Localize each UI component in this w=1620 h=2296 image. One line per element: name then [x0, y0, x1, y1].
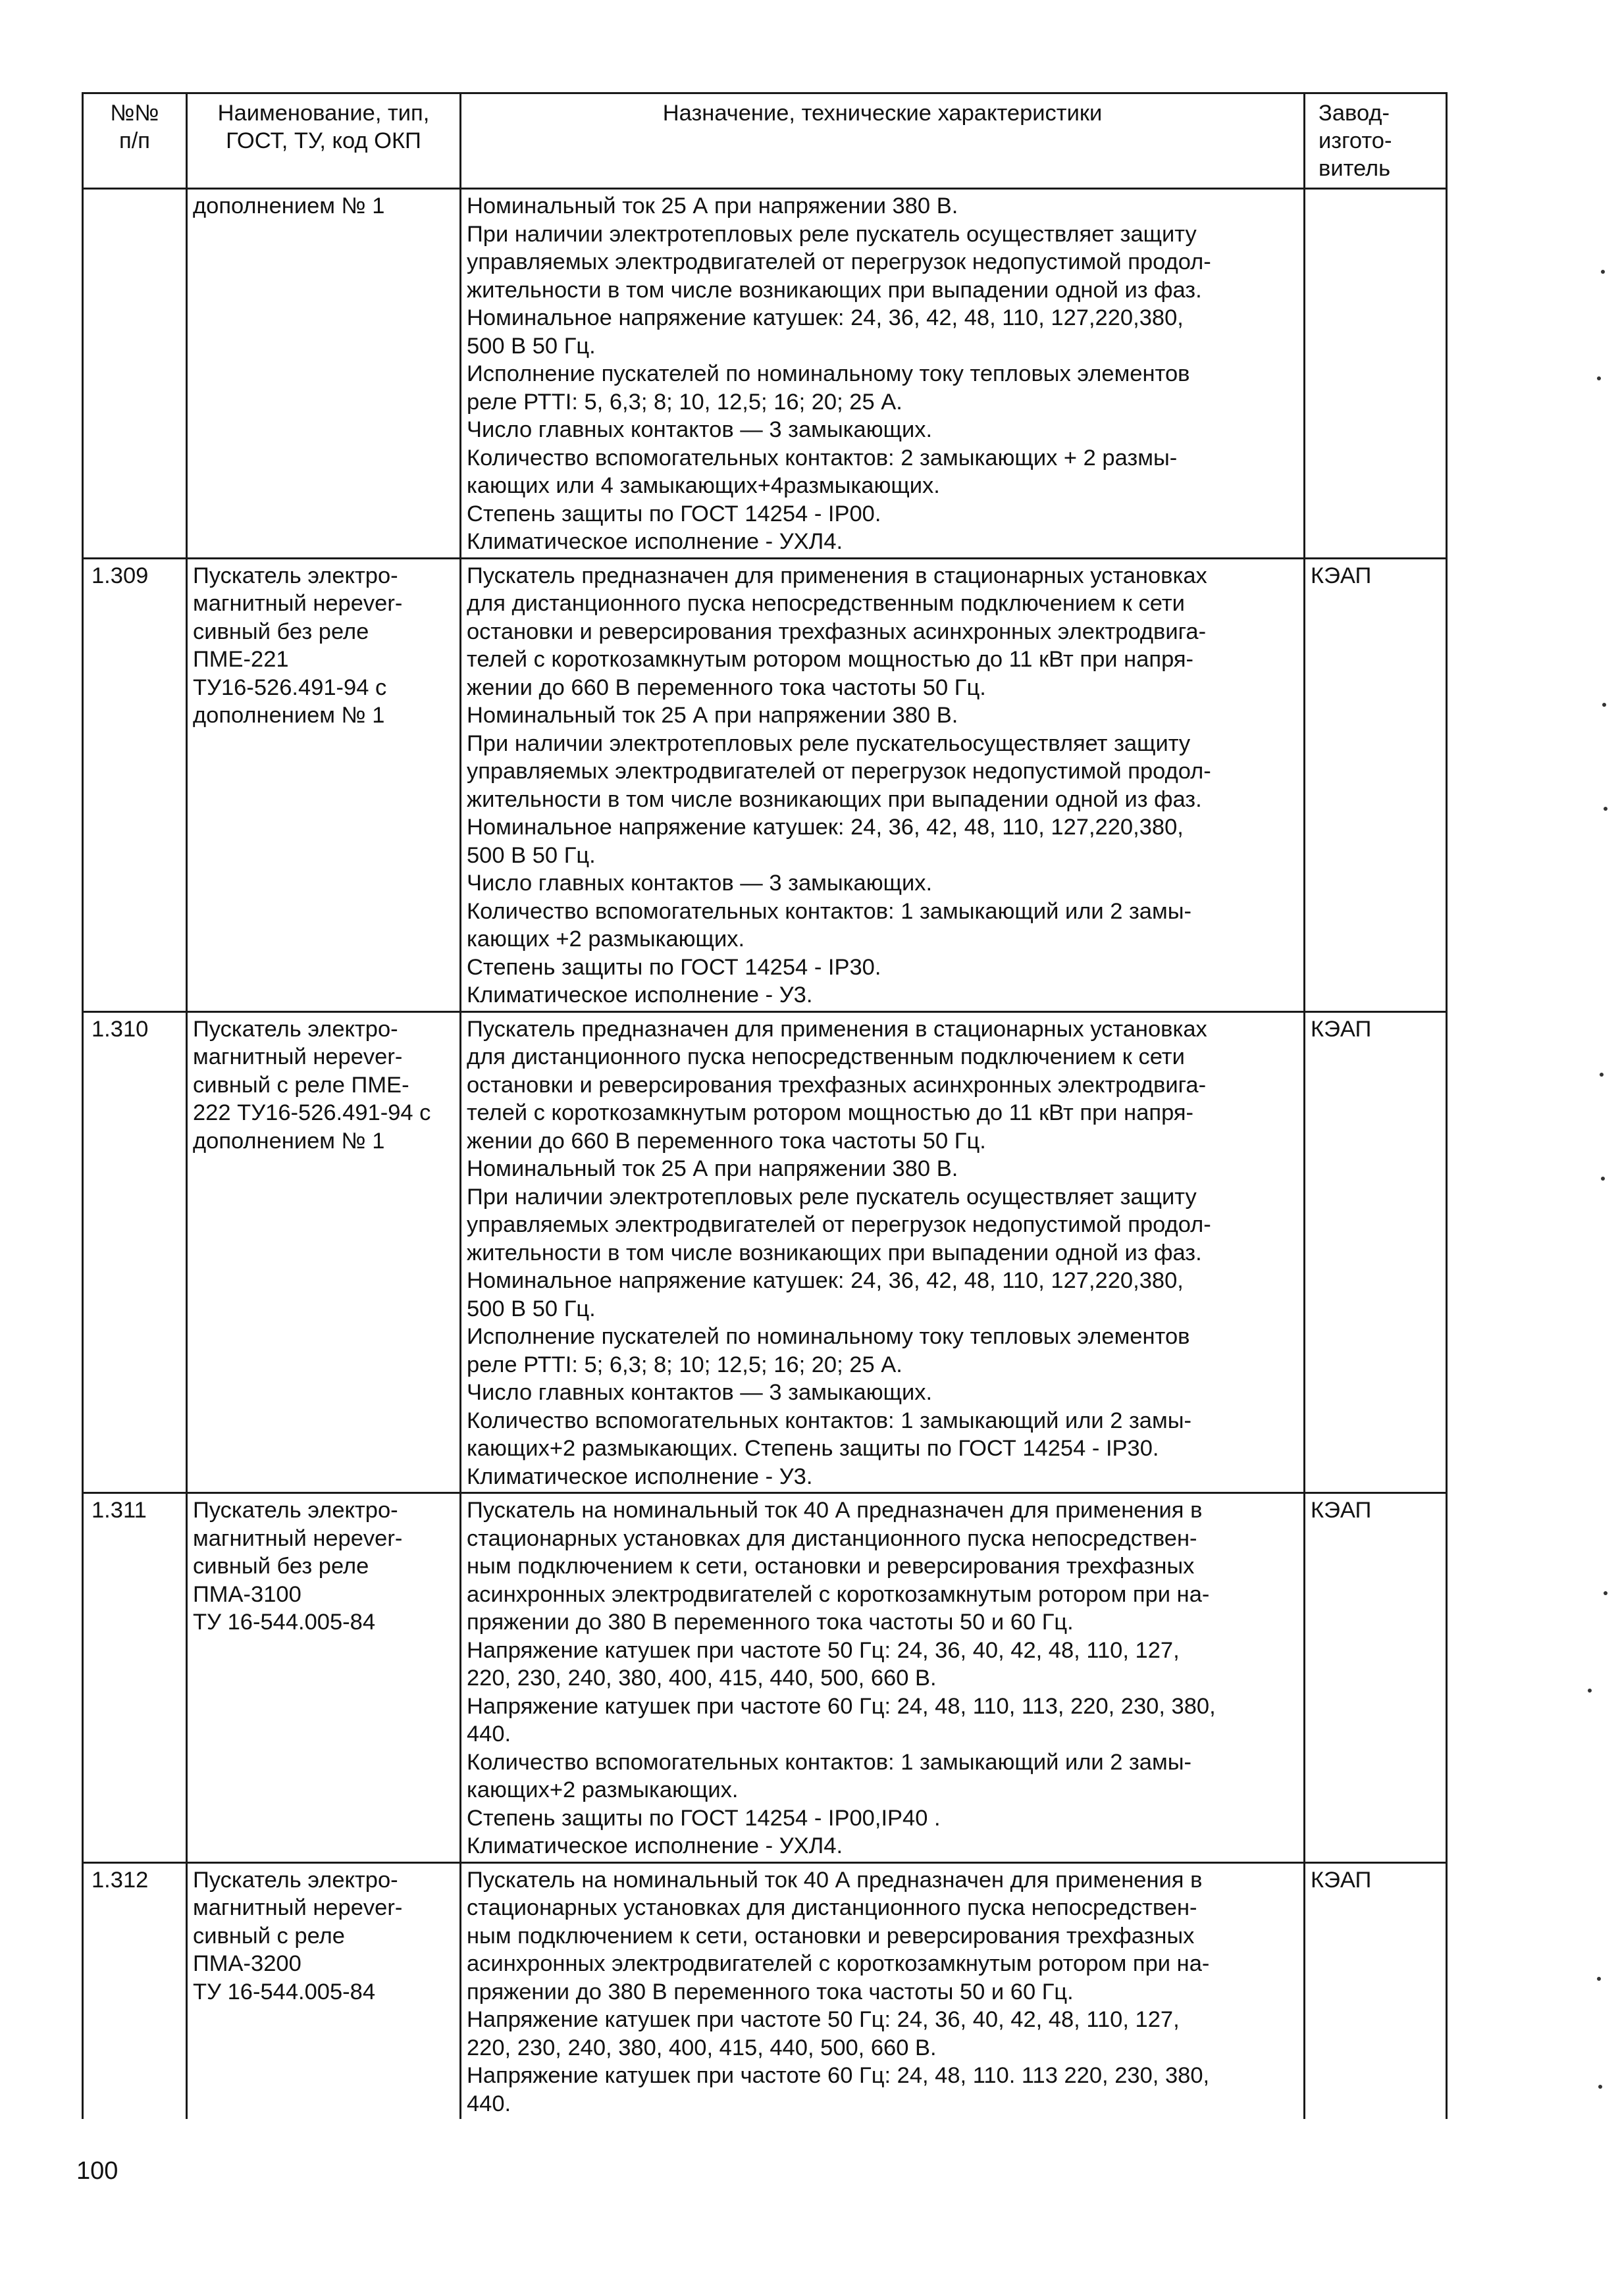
desc-line: Климатическое исполнение - УХЛ4.	[467, 1833, 843, 1858]
header-num-line: п/п	[119, 128, 150, 153]
desc-line: управляемых электродвигателей от перегрузок недопустимой продол-	[467, 1212, 1211, 1237]
scan-speck	[1601, 270, 1605, 274]
desc-line: 220, 230, 240, 380, 400, 415, 440, 500, 660 В.	[467, 1666, 937, 1691]
desc-line: для дистанционного пуска непосредственным подключением к сети	[467, 591, 1185, 616]
row-desc-cell	[461, 1862, 1305, 2119]
desc-line: реле РТТI: 5; 6,3; 8; 10; 12,5; 16; 20; 25 А.	[467, 1352, 902, 1377]
row-name-cell	[187, 1011, 461, 1493]
header-desc-line: Назначение, технические характеристики	[662, 101, 1103, 126]
name-line: 222 ТУ16-526.491-94 с	[193, 1100, 431, 1125]
header-name	[187, 93, 461, 189]
desc-line: 500 В 50 Гц.	[467, 842, 596, 868]
desc-line: Климатическое исполнение - У3.	[467, 1464, 813, 1489]
scan-speck	[1604, 807, 1607, 811]
desc-line: кающих +2 размыкающих.	[467, 927, 745, 952]
factory-name: КЭАП	[1311, 1016, 1372, 1042]
table-row	[83, 558, 1447, 1011]
factory-name: КЭАП	[1311, 1867, 1372, 1893]
table-row	[83, 1493, 1447, 1863]
desc-line: Номинальное напряжение катушек: 24, 36, 42, 48, 110, 127,220,380,	[467, 305, 1184, 330]
table-row	[83, 189, 1447, 559]
desc-line: пряжении до 380 В переменного тока частоты 50 и 60 Гц.	[467, 1979, 1074, 2004]
desc-line: Номинальный ток 25 А при напряжении 380 В.	[467, 1156, 958, 1181]
desc-line: реле РТТI: 5, 6,3; 8; 10, 12,5; 16; 20; 25 А.	[467, 389, 902, 415]
desc-line: Номинальное напряжение катушек: 24, 36, 42, 48, 110, 127,220,380,	[467, 1268, 1184, 1293]
desc-line: Номинальное напряжение катушек: 24, 36, 42, 48, 110, 127,220,380,	[467, 815, 1184, 840]
row-factory-cell	[1305, 558, 1447, 1011]
name-line: ПМЕ-221	[193, 647, 289, 672]
desc-line: Пускатель предназначен для применения в стационарных установках	[467, 1016, 1207, 1042]
header-factory-line: Завод-	[1319, 101, 1390, 126]
name-line: ТУ16-526.491-94 с	[193, 675, 387, 700]
specs-table	[82, 92, 1448, 2119]
name-line: ТУ 16-544.005-84	[193, 1979, 376, 2004]
desc-line: кающих+2 размыкающих.	[467, 1777, 739, 1802]
name-line: сивный с реле	[193, 1923, 345, 1949]
row-name-cell	[187, 558, 461, 1011]
desc-line: асинхронных электродвигателей с короткозамкнутым ротором при на-	[467, 1581, 1210, 1607]
scan-speck	[1597, 1977, 1601, 1981]
desc-line: Напряжение катушек при частоте 50 Гц: 24, 36, 40, 42, 48, 110, 127,	[467, 2007, 1180, 2032]
desc-line: ным подключением к сети, остановки и реверсирования трехфазных	[467, 1923, 1195, 1949]
desc-line: управляемых электродвигателей от перегрузок недопустимой продол-	[467, 759, 1211, 784]
desc-line: Число главных контактов — 3 замыкающих.	[467, 417, 933, 442]
desc-line: Климатическое исполнение - УХЛ4.	[467, 529, 843, 554]
desc-line: При наличии электротепловых реле пускательосуществляет защиту	[467, 730, 1191, 756]
desc-line: жительности в том числе возникающих при выпадении одной из фаз.	[467, 1240, 1202, 1265]
desc-line: Степень защиты по ГОСТ 14254 - IP30.	[467, 954, 881, 980]
row-number-cell	[83, 1862, 187, 2119]
desc-line: 440.	[467, 2091, 511, 2116]
name-line: ПМА-3100	[193, 1581, 301, 1607]
scan-speck	[1598, 2085, 1602, 2089]
desc-line: остановки и реверсирования трехфазных асинхронных электродвига-	[467, 1072, 1207, 1098]
row-factory-cell	[1305, 189, 1447, 559]
desc-line: кающих+2 размыкающих. Степень защиты по ГОСТ 14254 - IP30.	[467, 1436, 1159, 1461]
table-body	[83, 189, 1447, 2120]
desc-line: ным подключением к сети, остановки и реверсирования трехфазных	[467, 1554, 1195, 1579]
desc-line: Номинальный ток 25 А при напряжении 380 В.	[467, 193, 958, 218]
desc-line: Напряжение катушек при частоте 50 Гц: 24, 36, 40, 42, 48, 110, 127,	[467, 1637, 1180, 1663]
row-desc-cell	[461, 558, 1305, 1011]
desc-line: Напряжение катушек при частоте 60 Гц: 24, 48, 110, 113, 220, 230, 380,	[467, 1693, 1216, 1719]
desc-line: телей с короткозамкнутым ротором мощностью до 11 кВт при напря-	[467, 647, 1194, 672]
desc-line: Степень защиты по ГОСТ 14254 - IP00.	[467, 501, 881, 526]
desc-line: Пускатель предназначен для применения в стационарных установках	[467, 563, 1207, 588]
name-line: Пускатель электро-	[193, 563, 398, 588]
row-name-cell	[187, 1493, 461, 1863]
row-factory-cell	[1305, 1011, 1447, 1493]
name-line: Пускатель электро-	[193, 1867, 398, 1893]
desc-line: Степень защиты по ГОСТ 14254 - IP00,IP40 .	[467, 1805, 941, 1831]
row-desc-cell	[461, 189, 1305, 559]
name-line: Пускатель электро-	[193, 1016, 398, 1042]
desc-line: Пускатель на номинальный ток 40 А предназначен для применения в	[467, 1498, 1203, 1523]
name-line: сивный без реле	[193, 1554, 369, 1579]
desc-line: стационарных установках для дистанционного пуска непосредствен-	[467, 1895, 1197, 1920]
desc-line: При наличии электротепловых реле пускатель осуществляет защиту	[467, 221, 1197, 247]
name-line: сивный с реле ПМЕ-	[193, 1072, 409, 1098]
header-desc	[461, 93, 1305, 189]
row-name-cell	[187, 1862, 461, 2119]
header-num	[83, 93, 187, 189]
header-num-line: №№	[110, 101, 159, 126]
header-factory-line: витель	[1319, 156, 1391, 181]
desc-line: Количество вспомогательных контактов: 1 замыкающий или 2 замы-	[467, 1408, 1191, 1433]
scan-speck	[1600, 1073, 1604, 1077]
header-name-line: ГОСТ, ТУ, код ОКП	[226, 128, 421, 153]
desc-line: Число главных контактов — 3 замыкающих.	[467, 1380, 933, 1405]
page-number: 100	[76, 2157, 118, 2185]
desc-line: Количество вспомогательных контактов: 1 замыкающий или 2 замы-	[467, 898, 1191, 924]
name-line: ПМА-3200	[193, 1951, 301, 1976]
name-line: дополнением № 1	[193, 1128, 385, 1154]
desc-line: Исполнение пускателей по номинальному току тепловых элементов	[467, 361, 1190, 386]
desc-line: Напряжение катушек при частоте 60 Гц: 24, 48, 110. 113 220, 230, 380,	[467, 2063, 1210, 2088]
desc-line: Номинальный ток 25 А при напряжении 380 В.	[467, 703, 958, 728]
row-factory-cell	[1305, 1493, 1447, 1863]
row-name-cell	[187, 189, 461, 559]
name-line: дополнением № 1	[193, 193, 385, 218]
desc-line: Количество вспомогательных контактов: 2 замыкающих + 2 размы-	[467, 445, 1178, 471]
desc-line: кающих или 4 замыкающих+4размыкающих.	[467, 473, 940, 498]
desc-line: 220, 230, 240, 380, 400, 415, 440, 500, 660 В.	[467, 2035, 937, 2060]
header-factory	[1305, 93, 1447, 189]
desc-line: 500 В 50 Гц.	[467, 1296, 596, 1321]
desc-line: Исполнение пускателей по номинальному току тепловых элементов	[467, 1324, 1190, 1349]
name-line: магнитный нерever-	[193, 1895, 403, 1920]
desc-line: жении до 660 В переменного тока частоты 50 Гц.	[467, 1128, 986, 1154]
desc-line: 500 В 50 Гц.	[467, 333, 596, 359]
desc-line: стационарных установках для дистанционного пуска непосредствен-	[467, 1525, 1197, 1551]
desc-line: для дистанционного пуска непосредственным подключением к сети	[467, 1044, 1185, 1069]
desc-line: При наличии электротепловых реле пускатель осуществляет защиту	[467, 1184, 1197, 1210]
desc-line: управляемых электродвигателей от перегрузок недопустимой продол-	[467, 249, 1211, 274]
table-row	[83, 1862, 1447, 2119]
desc-line: жительности в том числе возникающих при выпадении одной из фаз.	[467, 786, 1202, 812]
name-line: магнитный нерever-	[193, 1525, 403, 1551]
row-number-cell	[83, 189, 187, 559]
desc-line: асинхронных электродвигателей с короткозамкнутым ротором при на-	[467, 1951, 1210, 1976]
factory-name: КЭАП	[1311, 563, 1372, 588]
row-number-cell	[83, 558, 187, 1011]
scan-speck	[1601, 1177, 1605, 1181]
scan-speck	[1588, 1689, 1592, 1693]
scan-speck	[1597, 376, 1601, 380]
name-line: ТУ 16-544.005-84	[193, 1610, 376, 1635]
row-number: 1.312	[91, 1867, 149, 1893]
factory-name: КЭАП	[1311, 1498, 1372, 1523]
desc-line: жении до 660 В переменного тока частоты 50 Гц.	[467, 675, 986, 700]
table-row	[83, 1011, 1447, 1493]
name-line: Пускатель электро-	[193, 1498, 398, 1523]
name-line: дополнением № 1	[193, 703, 385, 728]
name-line: магнитный нерever-	[193, 1044, 403, 1069]
row-number: 1.311	[91, 1498, 147, 1523]
desc-line: Климатическое исполнение - У3.	[467, 982, 813, 1008]
desc-line: телей с короткозамкнутым ротором мощностью до 11 кВт при напря-	[467, 1100, 1194, 1125]
desc-line: 440.	[467, 1722, 511, 1747]
desc-line: Количество вспомогательных контактов: 1 замыкающий или 2 замы-	[467, 1749, 1191, 1775]
row-number: 1.309	[91, 563, 149, 588]
name-line: сивный без реле	[193, 619, 369, 644]
row-number-cell	[83, 1011, 187, 1493]
header-factory-line: изгото-	[1319, 128, 1392, 153]
name-line: магнитный нерever-	[193, 591, 403, 616]
desc-line: остановки и реверсирования трехфазных асинхронных электродвига-	[467, 619, 1207, 644]
scan-speck	[1604, 1591, 1607, 1595]
row-number-cell	[83, 1493, 187, 1863]
desc-line: пряжении до 380 В переменного тока частоты 50 и 60 Гц.	[467, 1610, 1074, 1635]
row-desc-cell	[461, 1011, 1305, 1493]
row-number: 1.310	[91, 1016, 149, 1042]
desc-line: Пускатель на номинальный ток 40 А предназначен для применения в	[467, 1867, 1203, 1893]
row-factory-cell	[1305, 1862, 1447, 2119]
header-name-line: Наименование, тип,	[217, 101, 430, 126]
desc-line: жительности в том числе возникающих при выпадении одной из фаз.	[467, 277, 1202, 303]
header-row	[83, 93, 1447, 189]
row-desc-cell	[461, 1493, 1305, 1863]
desc-line: Число главных контактов — 3 замыкающих.	[467, 871, 933, 896]
scan-speck	[1602, 703, 1606, 707]
